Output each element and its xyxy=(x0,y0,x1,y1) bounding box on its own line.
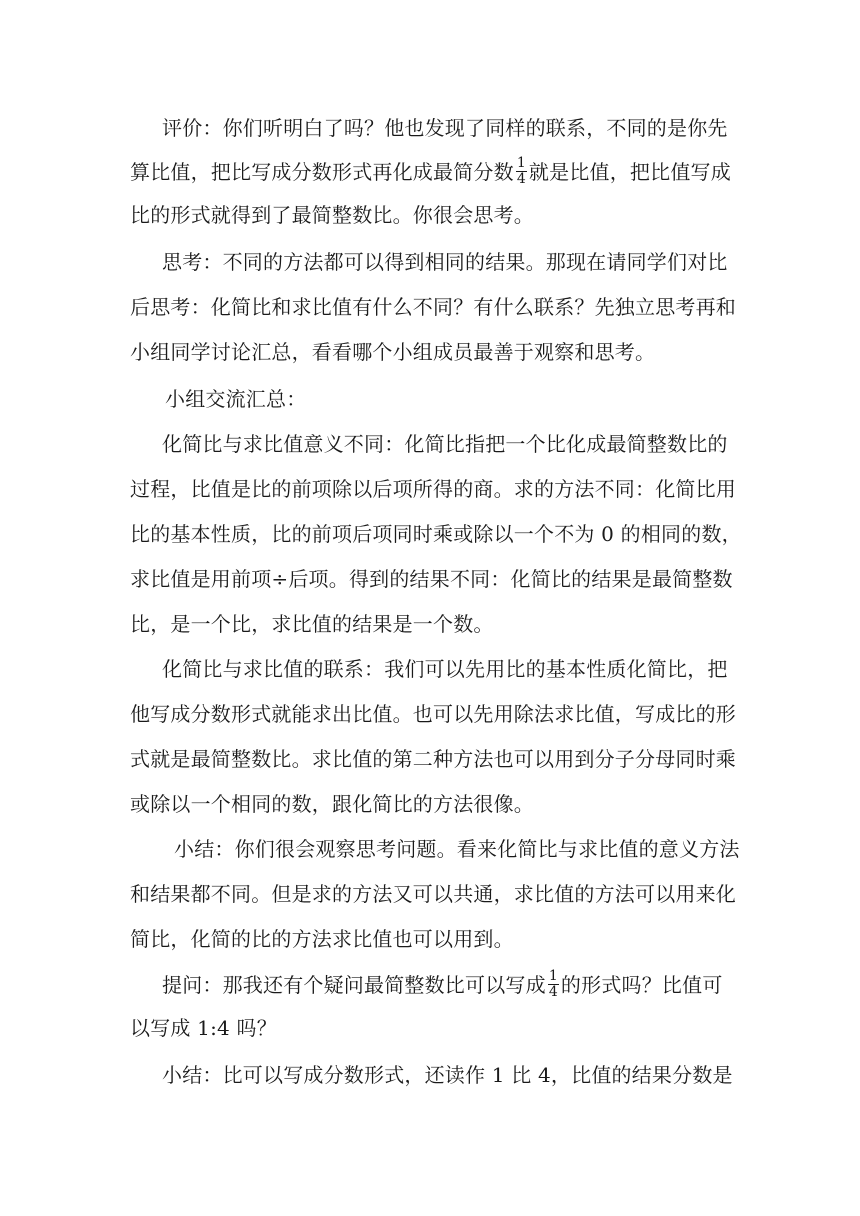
text-line xyxy=(162,968,723,1000)
text-line: 简比，化简的比的方法求比值也可以用到。 xyxy=(130,927,514,951)
text-line: 思考：不同的方法都可以得到相同的结果。那现在请同学们对比 xyxy=(162,250,728,274)
fraction-one-quarter xyxy=(516,156,527,187)
text-run: 就是比值，把比值写成 xyxy=(528,160,731,184)
text-run: 算比值，把比写成分数形式再化成最简分数 xyxy=(130,160,514,184)
text-line: 比的形式就得到了最简整数比。你很会思考。 xyxy=(130,203,534,227)
text-line: 他写成分数形式就能求出比值。也可以先用除法求比值，写成比的形 xyxy=(130,702,736,726)
text-line: 比，是一个比，求比值的结果是一个数。 xyxy=(130,612,494,636)
text-line: 比的基本性质，比的前项后项同时乘或除以一个不为 0 的相同的数， xyxy=(130,522,742,546)
text-run: 的形式吗？比值可 xyxy=(560,973,723,997)
fraction-one-quarter xyxy=(548,969,559,1000)
fraction-denominator: 4 xyxy=(516,171,526,187)
text-line xyxy=(130,155,731,187)
text-line: 小结：你们很会观察思考问题。看来化简比与求比值的意义方法 xyxy=(174,837,740,861)
text-line: 化简比与求比值意义不同：化简比指把一个比化成最简整数比的 xyxy=(162,432,728,456)
fraction-denominator: 4 xyxy=(548,984,558,1000)
text-line: 化简比与求比值的联系：我们可以先用比的基本性质化简比，把 xyxy=(162,657,728,681)
text-line: 过程，比值是比的前项除以后项所得的商。求的方法不同：化简比用 xyxy=(130,477,736,501)
fraction-numerator: 1 xyxy=(548,968,558,984)
text-line: 小组同学讨论汇总，看看哪个小组成员最善于观察和思考。 xyxy=(130,340,656,364)
text-line: 小组交流汇总： xyxy=(165,387,307,411)
text-line: 以写成 1:4 吗？ xyxy=(130,1016,277,1040)
fraction-numerator: 1 xyxy=(516,155,526,171)
text-line: 评价：你们听明白了吗？他也发现了同样的联系，不同的是你先 xyxy=(162,116,728,140)
text-line: 后思考：化简比和求比值有什么不同？有什么联系？先独立思考再和 xyxy=(130,295,736,319)
text-line: 或除以一个相同的数，跟化简比的方法很像。 xyxy=(130,792,534,816)
text-line: 小结：比可以写成分数形式，还读作 1 比 4，比值的结果分数是 xyxy=(162,1063,733,1087)
text-line: 式就是最简整数比。求比值的第二种方法也可以用到分子分母同时乘 xyxy=(130,747,736,771)
text-line: 和结果都不同。但是求的方法又可以共通，求比值的方法可以用来化 xyxy=(130,882,736,906)
text-line: 求比值是用前项÷后项。得到的结果不同：化简比的结果是最简整数 xyxy=(130,567,733,591)
text-run: 提问：那我还有个疑问最简整数比可以写成 xyxy=(162,973,546,997)
